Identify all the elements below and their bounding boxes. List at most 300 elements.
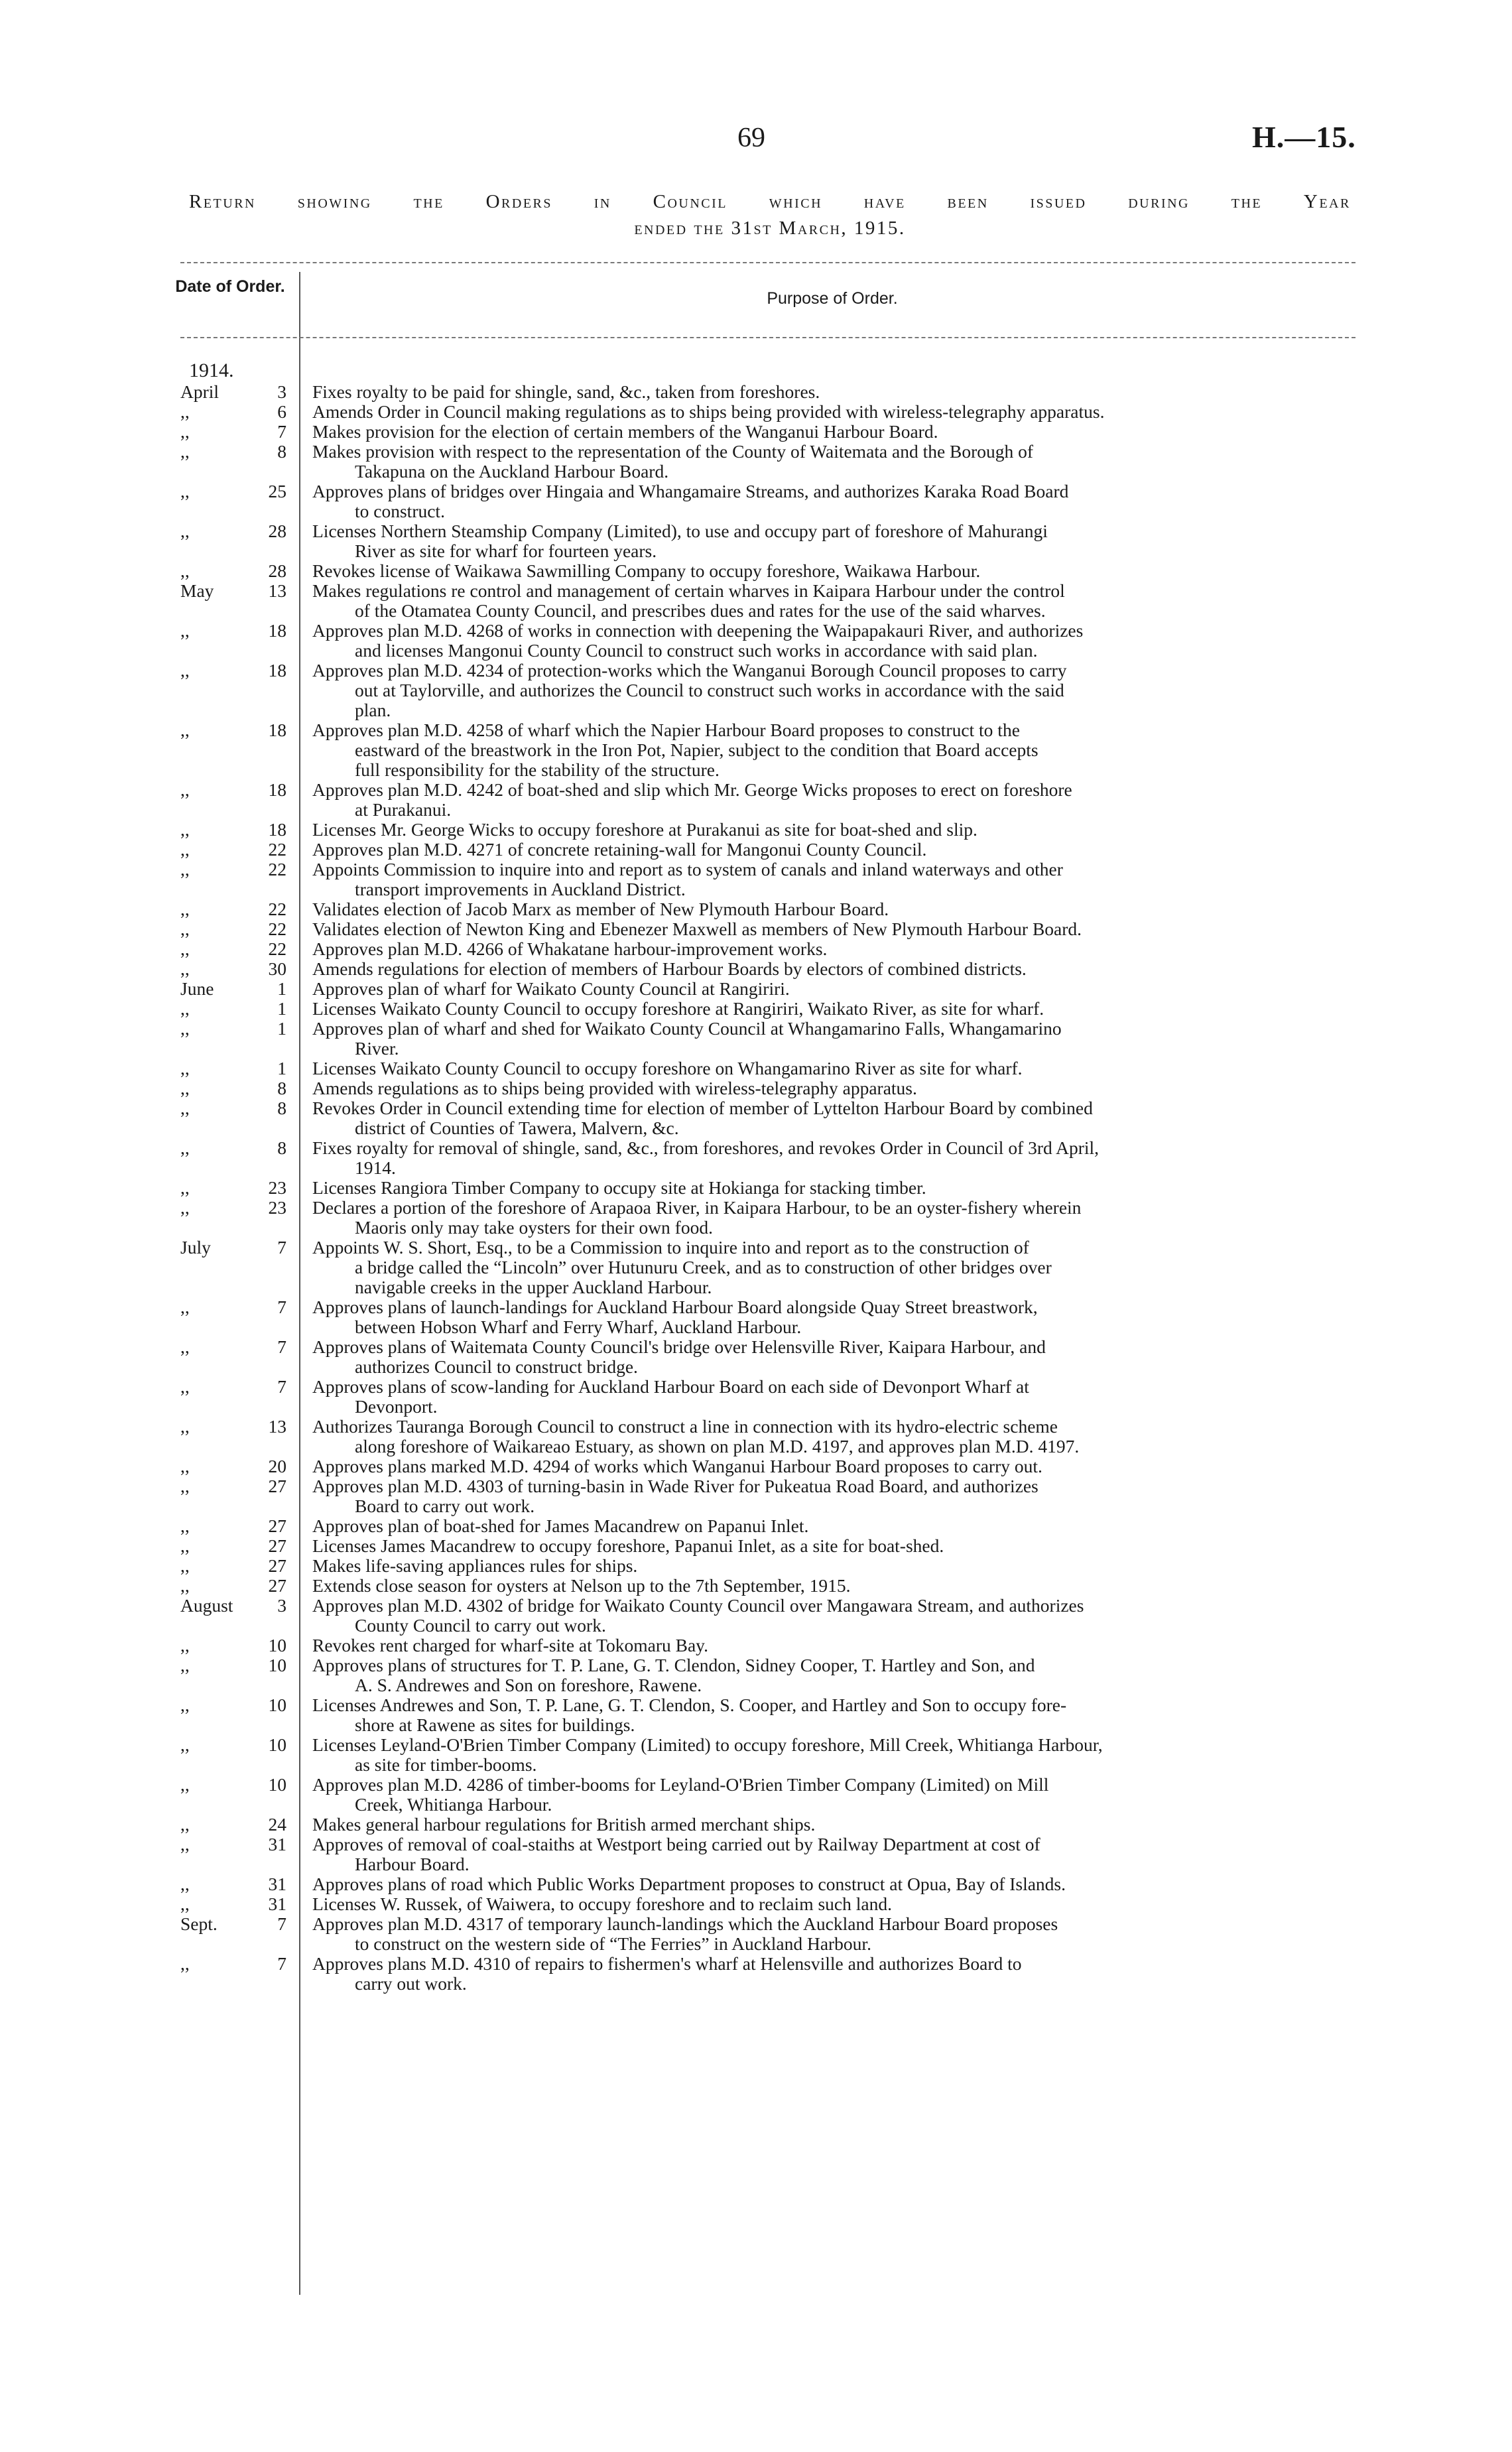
order-purpose — [312, 1337, 1347, 1377]
purpose-text: Licenses James Macandrew to occupy foreshore, Papanui Inlet, as a site for boat-shed. — [312, 1535, 944, 1556]
order-month: ,, — [180, 958, 190, 979]
purpose-text: Approves plan M.D. 4271 of concrete retaining-wall for Mangonui County Council. — [312, 839, 927, 860]
order-day: 10 — [268, 1734, 286, 1755]
order-month: August — [180, 1595, 233, 1616]
order-day: 22 — [268, 859, 286, 879]
order-day: 23 — [268, 1197, 286, 1218]
order-row — [0, 581, 1512, 621]
order-purpose — [312, 999, 1347, 1019]
order-row — [0, 840, 1512, 860]
order-purpose — [312, 1636, 1347, 1655]
order-row — [0, 1456, 1512, 1476]
title-word: the — [1231, 191, 1263, 212]
purpose-continuation: County Council to carry out work. — [355, 1615, 606, 1636]
order-month: June — [180, 978, 214, 999]
document-reference: H.—15. — [1252, 120, 1356, 154]
order-month: ,, — [180, 1575, 190, 1596]
purpose-text: Validates election of Jacob Marx as member of New Plymouth Harbour Board. — [312, 899, 889, 919]
order-purpose — [312, 919, 1347, 939]
title-word: the — [413, 191, 444, 212]
order-purpose — [312, 442, 1347, 482]
purpose-text: Licenses Mr. George Wicks to occupy foreshore at Purakanui as site for boat-shed and slip. — [312, 819, 977, 840]
order-purpose — [312, 959, 1347, 979]
order-purpose — [312, 561, 1347, 581]
order-row — [0, 402, 1512, 422]
title-word: Orders — [485, 191, 552, 212]
return-title — [189, 188, 1351, 241]
order-row — [0, 1098, 1512, 1138]
title-word: during — [1128, 191, 1190, 212]
order-row — [0, 1775, 1512, 1815]
purpose-continuation: shore at Rawene as sites for buildings. — [355, 1714, 635, 1735]
order-row — [0, 899, 1512, 919]
order-day: 22 — [268, 839, 286, 860]
title-word: Return — [189, 191, 257, 212]
purpose-continuation: at Purakanui. — [355, 799, 452, 820]
title-word: issued — [1030, 191, 1087, 212]
order-purpose — [312, 1536, 1347, 1556]
order-month: ,, — [180, 779, 190, 800]
order-row — [0, 1894, 1512, 1914]
order-row — [0, 1735, 1512, 1775]
purpose-continuation: eastward of the breastwork in the Iron Pot, Napier, subject to the condition that Board accepts — [355, 740, 1039, 760]
order-purpose — [312, 1894, 1347, 1914]
purpose-text: Approves plans of launch-landings for Auckland Harbour Board alongside Quay Street breastwork, — [312, 1297, 1038, 1317]
purpose-text: Approves plans of structures for T. P. Lane, G. T. Clendon, Sidney Cooper, T. Hartley and Son, and — [312, 1655, 1035, 1675]
order-month: ,, — [180, 899, 190, 919]
order-row — [0, 1835, 1512, 1874]
purpose-text: Fixes royalty to be paid for shingle, sand, &c., taken from foreshores. — [312, 381, 820, 402]
order-month: ,, — [180, 1078, 190, 1098]
purpose-continuation: Creek, Whitianga Harbour. — [355, 1794, 552, 1815]
order-row — [0, 1516, 1512, 1536]
order-month: ,, — [180, 620, 190, 641]
purpose-continuation: carry out work. — [355, 1973, 467, 1994]
purpose-continuation: to construct on the western side of “The Ferries” in Auckland Harbour. — [355, 1933, 871, 1954]
order-month: ,, — [180, 1297, 190, 1317]
order-purpose — [312, 840, 1347, 860]
order-purpose — [312, 979, 1347, 999]
order-day: 30 — [268, 958, 286, 979]
order-day: 7 — [277, 1953, 286, 1974]
order-row — [0, 1297, 1512, 1337]
order-row — [0, 1815, 1512, 1835]
orders-table — [0, 359, 1512, 1994]
order-purpose — [312, 1059, 1347, 1078]
order-day: 31 — [268, 1894, 286, 1914]
order-day: 8 — [277, 1078, 286, 1098]
purpose-continuation: authorizes Council to construct bridge. — [355, 1356, 638, 1377]
order-day: 7 — [277, 1336, 286, 1357]
order-purpose — [312, 1874, 1347, 1894]
order-day: 20 — [268, 1456, 286, 1476]
order-row — [0, 482, 1512, 521]
order-month: ,, — [180, 1516, 190, 1536]
purpose-text: Appoints W. S. Short, Esq., to be a Commission to inquire into and report as to the construction of — [312, 1237, 1029, 1258]
order-month: ,, — [180, 819, 190, 840]
order-day: 31 — [268, 1834, 286, 1854]
order-row — [0, 1138, 1512, 1178]
order-day: 7 — [277, 421, 286, 442]
order-row — [0, 1695, 1512, 1735]
purpose-text: Approves of removal of coal-staiths at Westport being carried out by Railway Department at cost of — [312, 1834, 1040, 1854]
order-month: ,, — [180, 859, 190, 879]
purpose-text: Approves plans marked M.D. 4294 of works which Wanganui Harbour Board proposes to carry out. — [312, 1456, 1042, 1476]
column-header-purpose: Purpose of Order. — [767, 289, 898, 308]
order-row — [0, 1556, 1512, 1576]
title-word: Year — [1303, 191, 1351, 212]
order-month: ,, — [180, 441, 190, 462]
purpose-continuation: of the Otamatea County Council, and prescribes dues and rates for the use of the said wharves. — [355, 600, 1046, 621]
order-purpose — [312, 939, 1347, 959]
title-word: Council — [653, 191, 727, 212]
purpose-text: Licenses W. Russek, of Waiwera, to occupy foreshore and to reclaim such land. — [312, 1894, 892, 1914]
order-purpose — [312, 521, 1347, 561]
order-purpose — [312, 382, 1347, 402]
order-day: 18 — [268, 819, 286, 840]
order-month: ,, — [180, 1137, 190, 1158]
purpose-continuation: 1914. — [355, 1157, 396, 1178]
order-row — [0, 1238, 1512, 1297]
order-purpose — [312, 1138, 1347, 1178]
order-purpose — [312, 1655, 1347, 1695]
order-day: 27 — [268, 1476, 286, 1496]
purpose-text: Approves plans of scow-landing for Auckland Harbour Board on each side of Devonport Wharf at — [312, 1376, 1029, 1397]
purpose-text: Approves plans of road which Public Works Department proposes to construct at Opua, Bay of Islands. — [312, 1874, 1066, 1894]
purpose-text: Makes regulations re control and management of certain wharves in Kaipara Harbour under the control — [312, 580, 1065, 601]
order-day: 27 — [268, 1575, 286, 1596]
order-day: 7 — [277, 1297, 286, 1317]
order-purpose — [312, 482, 1347, 521]
order-day: 18 — [268, 720, 286, 740]
order-row — [0, 382, 1512, 402]
order-month: July — [180, 1237, 211, 1258]
order-row — [0, 860, 1512, 899]
title-line-2: ended the 31st March, 1915. — [634, 218, 906, 239]
order-month: ,, — [180, 1874, 190, 1894]
order-row — [0, 661, 1512, 720]
order-month: ,, — [180, 1018, 190, 1039]
purpose-continuation: along foreshore of Waikareao Estuary, as shown on plan M.D. 4197, and approves plan M.D. 4197. — [355, 1436, 1080, 1456]
purpose-continuation: a bridge called the “Lincoln” over Hutunuru Creek, and as to construction of other bridges over — [355, 1257, 1052, 1277]
purpose-continuation: Board to carry out work. — [355, 1496, 535, 1516]
order-day: 8 — [277, 1137, 286, 1158]
order-purpose — [312, 780, 1347, 820]
order-day: 28 — [268, 560, 286, 581]
order-month: May — [180, 580, 214, 601]
purpose-continuation: transport improvements in Auckland District. — [355, 879, 686, 899]
purpose-text: Approves plan M.D. 4286 of timber-booms for Leyland-O'Brien Timber Company (Limited) on Mill — [312, 1774, 1049, 1795]
order-month: ,, — [180, 839, 190, 860]
order-day: 22 — [268, 899, 286, 919]
purpose-text: Makes provision for the election of certain members of the Wanganui Harbour Board. — [312, 421, 938, 442]
order-day: 7 — [277, 1913, 286, 1934]
order-day: 3 — [277, 1595, 286, 1616]
order-row — [0, 1417, 1512, 1456]
page-number: 69 — [737, 123, 765, 153]
order-purpose — [312, 1954, 1347, 1994]
header-rule — [180, 337, 1355, 338]
purpose-continuation: plan. — [355, 700, 391, 720]
order-purpose — [312, 899, 1347, 919]
order-row — [0, 1078, 1512, 1098]
order-month: ,, — [180, 421, 190, 442]
purpose-continuation: navigable creeks in the upper Auckland Harbour. — [355, 1277, 712, 1297]
purpose-continuation: between Hobson Wharf and Ferry Wharf, Auckland Harbour. — [355, 1317, 802, 1337]
purpose-continuation: A. S. Andrewes and Son on foreshore, Rawene. — [355, 1675, 702, 1695]
purpose-continuation: full responsibility for the stability of the structure. — [355, 759, 720, 780]
order-purpose — [312, 720, 1347, 780]
order-day: 1 — [277, 1018, 286, 1039]
order-day: 25 — [268, 481, 286, 501]
order-month: ,, — [180, 919, 190, 939]
purpose-text: Declares a portion of the foreshore of Arapaoa River, in Kaipara Harbour, to be an oyster-fishery wherein — [312, 1197, 1082, 1218]
order-row — [0, 1377, 1512, 1417]
order-row — [0, 959, 1512, 979]
order-row — [0, 1914, 1512, 1954]
order-month: ,, — [180, 1058, 190, 1078]
order-month: ,, — [180, 998, 190, 1019]
order-purpose — [312, 1735, 1347, 1775]
order-month: ,, — [180, 660, 190, 680]
order-month: ,, — [180, 1336, 190, 1357]
order-purpose — [312, 1078, 1347, 1098]
purpose-text: Licenses Rangiora Timber Company to occupy site at Hokianga for stacking timber. — [312, 1177, 926, 1198]
purpose-text: Appoints Commission to inquire into and report as to system of canals and inland waterways and other — [312, 859, 1063, 879]
purpose-text: Fixes royalty for removal of shingle, sand, &c., from foreshores, and revokes Order in Council of 3rd April, — [312, 1137, 1100, 1158]
order-row — [0, 720, 1512, 780]
order-month: ,, — [180, 1734, 190, 1755]
order-purpose — [312, 1815, 1347, 1835]
order-day: 18 — [268, 660, 286, 680]
purpose-text: Approves plans M.D. 4310 of repairs to fishermen's wharf at Helensville and authorizes Board to — [312, 1953, 1022, 1974]
order-row — [0, 1337, 1512, 1377]
order-purpose — [312, 1516, 1347, 1536]
order-row — [0, 939, 1512, 959]
order-row — [0, 1019, 1512, 1059]
order-month: ,, — [180, 1197, 190, 1218]
order-purpose — [312, 402, 1347, 422]
order-month: ,, — [180, 1476, 190, 1496]
order-month: ,, — [180, 1655, 190, 1675]
order-day: 27 — [268, 1555, 286, 1576]
order-day: 13 — [268, 580, 286, 601]
purpose-continuation: district of Counties of Tawera, Malvern, &c. — [355, 1118, 679, 1138]
order-month: ,, — [180, 1635, 190, 1655]
order-month: ,, — [180, 401, 190, 422]
year-label: 1914. — [189, 359, 234, 381]
order-row — [0, 999, 1512, 1019]
order-purpose — [312, 1695, 1347, 1735]
purpose-continuation: as site for timber-booms. — [355, 1754, 537, 1775]
order-month: ,, — [180, 1456, 190, 1476]
order-row — [0, 919, 1512, 939]
order-row — [0, 1636, 1512, 1655]
title-word: which — [769, 191, 823, 212]
order-month: Sept. — [180, 1913, 218, 1934]
order-day: 7 — [277, 1237, 286, 1258]
purpose-text: Makes life-saving appliances rules for ships. — [312, 1555, 638, 1576]
order-purpose — [312, 1556, 1347, 1576]
purpose-text: Licenses Waikato County Council to occupy foreshore at Rangiriri, Waikato River, as site for wharf. — [312, 998, 1044, 1019]
order-day: 27 — [268, 1516, 286, 1536]
order-month: ,, — [180, 1535, 190, 1556]
order-purpose — [312, 1417, 1347, 1456]
order-month: ,, — [180, 481, 190, 501]
order-month: ,, — [180, 1834, 190, 1854]
purpose-continuation: River. — [355, 1038, 399, 1059]
purpose-text: Licenses Northern Steamship Company (Limited), to use and occupy part of foreshore of Mahurangi — [312, 521, 1048, 541]
purpose-text: Approves plan M.D. 4302 of bridge for Waikato County Council over Mangawara Stream, and authorizes — [312, 1595, 1084, 1616]
order-day: 18 — [268, 620, 286, 641]
order-month: ,, — [180, 1814, 190, 1835]
order-day: 6 — [277, 401, 286, 422]
column-header-date: Date of Order. — [175, 277, 285, 296]
order-day: 10 — [268, 1774, 286, 1795]
order-purpose — [312, 1377, 1347, 1417]
purpose-text: Approves plan of wharf for Waikato County Council at Rangiriri. — [312, 978, 790, 999]
purpose-text: Licenses Waikato County Council to occupy foreshore on Whangamarino River as site for wharf. — [312, 1058, 1023, 1078]
order-purpose — [312, 1576, 1347, 1596]
order-row — [0, 1596, 1512, 1636]
order-row — [0, 820, 1512, 840]
order-purpose — [312, 1476, 1347, 1516]
top-rule — [180, 262, 1355, 263]
order-purpose — [312, 1835, 1347, 1874]
order-month: ,, — [180, 1177, 190, 1198]
order-day: 18 — [268, 779, 286, 800]
order-day: 7 — [277, 1376, 286, 1397]
order-purpose — [312, 621, 1347, 661]
purpose-text: Validates election of Newton King and Ebenezer Maxwell as members of New Plymouth Harbour Board. — [312, 919, 1082, 939]
order-row — [0, 521, 1512, 561]
purpose-text: Licenses Andrewes and Son, T. P. Lane, G. T. Clendon, S. Cooper, and Hartley and Son to occupy fore- — [312, 1695, 1067, 1715]
title-word: in — [594, 191, 611, 212]
purpose-text: Approves plan M.D. 4317 of temporary launch-landings which the Auckland Harbour Board proposes — [312, 1913, 1058, 1934]
order-day: 8 — [277, 1098, 286, 1118]
purpose-continuation: to construct. — [355, 501, 445, 521]
order-month: ,, — [180, 1894, 190, 1914]
order-day: 1 — [277, 978, 286, 999]
order-row — [0, 1536, 1512, 1556]
order-purpose — [312, 1198, 1347, 1238]
order-row — [0, 621, 1512, 661]
purpose-continuation: Maoris only may take oysters for their own food. — [355, 1217, 713, 1238]
purpose-text: Approves plan M.D. 4266 of Whakatane harbour-improvement works. — [312, 938, 828, 959]
purpose-text: Amends Order in Council making regulations as to ships being provided with wireless-telegraphy apparatus. — [312, 401, 1105, 422]
purpose-continuation: and licenses Mangonui County Council to construct such works in accordance with said plan. — [355, 640, 1038, 661]
purpose-text: Amends regulations as to ships being provided with wireless-telegraphy apparatus. — [312, 1078, 917, 1098]
order-day: 23 — [268, 1177, 286, 1198]
order-row — [0, 1476, 1512, 1516]
order-month: ,, — [180, 560, 190, 581]
purpose-continuation: Takapuna on the Auckland Harbour Board. — [355, 461, 669, 482]
purpose-text: Revokes rent charged for wharf-site at Tokomaru Bay. — [312, 1635, 709, 1655]
order-purpose — [312, 1019, 1347, 1059]
order-row — [0, 780, 1512, 820]
order-row — [0, 561, 1512, 581]
purpose-text: Revokes Order in Council extending time for election of member of Lyttelton Harbour Board by combined — [312, 1098, 1093, 1118]
order-purpose — [312, 1775, 1347, 1815]
order-month: ,, — [180, 521, 190, 541]
purpose-continuation: Harbour Board. — [355, 1854, 470, 1874]
order-day: 22 — [268, 938, 286, 959]
title-word: been — [947, 191, 989, 212]
order-purpose — [312, 422, 1347, 442]
purpose-text: Approves plan M.D. 4303 of turning-basin in Wade River for Pukeatua Road Board, and authorizes — [312, 1476, 1039, 1496]
purpose-text: Licenses Leyland-O'Brien Timber Company (Limited) to occupy foreshore, Mill Creek, Whitianga Harbour, — [312, 1734, 1103, 1755]
order-row — [0, 1954, 1512, 1994]
purpose-text: Amends regulations for election of members of Harbour Boards by electors of combined districts. — [312, 958, 1027, 979]
purpose-text: Makes provision with respect to the representation of the County of Waitemata and the Borough of — [312, 441, 1034, 462]
title-word: have — [863, 191, 906, 212]
order-month: ,, — [180, 1416, 190, 1437]
order-purpose — [312, 581, 1347, 621]
order-day: 28 — [268, 521, 286, 541]
order-purpose — [312, 661, 1347, 720]
order-month: ,, — [180, 1376, 190, 1397]
order-purpose — [312, 1456, 1347, 1476]
purpose-continuation: Devonport. — [355, 1396, 438, 1417]
order-month: ,, — [180, 1953, 190, 1974]
order-day: 27 — [268, 1535, 286, 1556]
purpose-text: Approves plans of bridges over Hingaia and Whangamaire Streams, and authorizes Karaka Road Board — [312, 481, 1069, 501]
purpose-text: Extends close season for oysters at Nelson up to the 7th September, 1915. — [312, 1575, 851, 1596]
order-purpose — [312, 1596, 1347, 1636]
order-row — [0, 422, 1512, 442]
order-row — [0, 1874, 1512, 1894]
order-month: ,, — [180, 1774, 190, 1795]
order-row — [0, 979, 1512, 999]
order-day: 3 — [277, 381, 286, 402]
order-purpose — [312, 1178, 1347, 1198]
order-row — [0, 1059, 1512, 1078]
order-row — [0, 1198, 1512, 1238]
order-purpose — [312, 1238, 1347, 1297]
purpose-text: Approves plan M.D. 4242 of boat-shed and slip which Mr. George Wicks proposes to erect on foreshore — [312, 779, 1072, 800]
order-day: 13 — [268, 1416, 286, 1437]
order-month: ,, — [180, 1555, 190, 1576]
order-row — [0, 442, 1512, 482]
order-day: 1 — [277, 1058, 286, 1078]
order-purpose — [312, 820, 1347, 840]
order-day: 10 — [268, 1695, 286, 1715]
order-purpose — [312, 1297, 1347, 1337]
purpose-text: Makes general harbour regulations for British armed merchant ships. — [312, 1814, 816, 1835]
order-month: ,, — [180, 938, 190, 959]
order-day: 10 — [268, 1655, 286, 1675]
order-row — [0, 1576, 1512, 1596]
purpose-text: Revokes license of Waikawa Sawmilling Company to occupy foreshore, Waikawa Harbour. — [312, 560, 981, 581]
purpose-text: Approves plans of Waitemata County Council's bridge over Helensville River, Kaipara Harbour, and — [312, 1336, 1046, 1357]
order-purpose — [312, 1098, 1347, 1138]
purpose-text: Approves plan of boat-shed for James Macandrew on Papanui Inlet. — [312, 1516, 809, 1536]
order-purpose — [312, 860, 1347, 899]
purpose-continuation: River as site for wharf for fourteen years. — [355, 541, 657, 561]
purpose-text: Approves plan of wharf and shed for Waikato County Council at Whangamarino Falls, Whangamarino — [312, 1018, 1062, 1039]
order-row — [0, 1178, 1512, 1198]
order-day: 8 — [277, 441, 286, 462]
order-day: 24 — [268, 1814, 286, 1835]
purpose-text: Approves plan M.D. 4268 of works in connection with deepening the Waipapakauri River, and authorizes — [312, 620, 1084, 641]
order-day: 31 — [268, 1874, 286, 1894]
purpose-text: Approves plan M.D. 4258 of wharf which the Napier Harbour Board proposes to construct to the — [312, 720, 1020, 740]
purpose-continuation: out at Taylorville, and authorizes the Council to construct such works in accordance with the said — [355, 680, 1064, 700]
order-month: ,, — [180, 1098, 190, 1118]
title-line-1 — [189, 188, 1351, 215]
order-purpose — [312, 1914, 1347, 1954]
purpose-text: Approves plan M.D. 4234 of protection-works which the Wanganui Borough Council proposes to carry — [312, 660, 1067, 680]
